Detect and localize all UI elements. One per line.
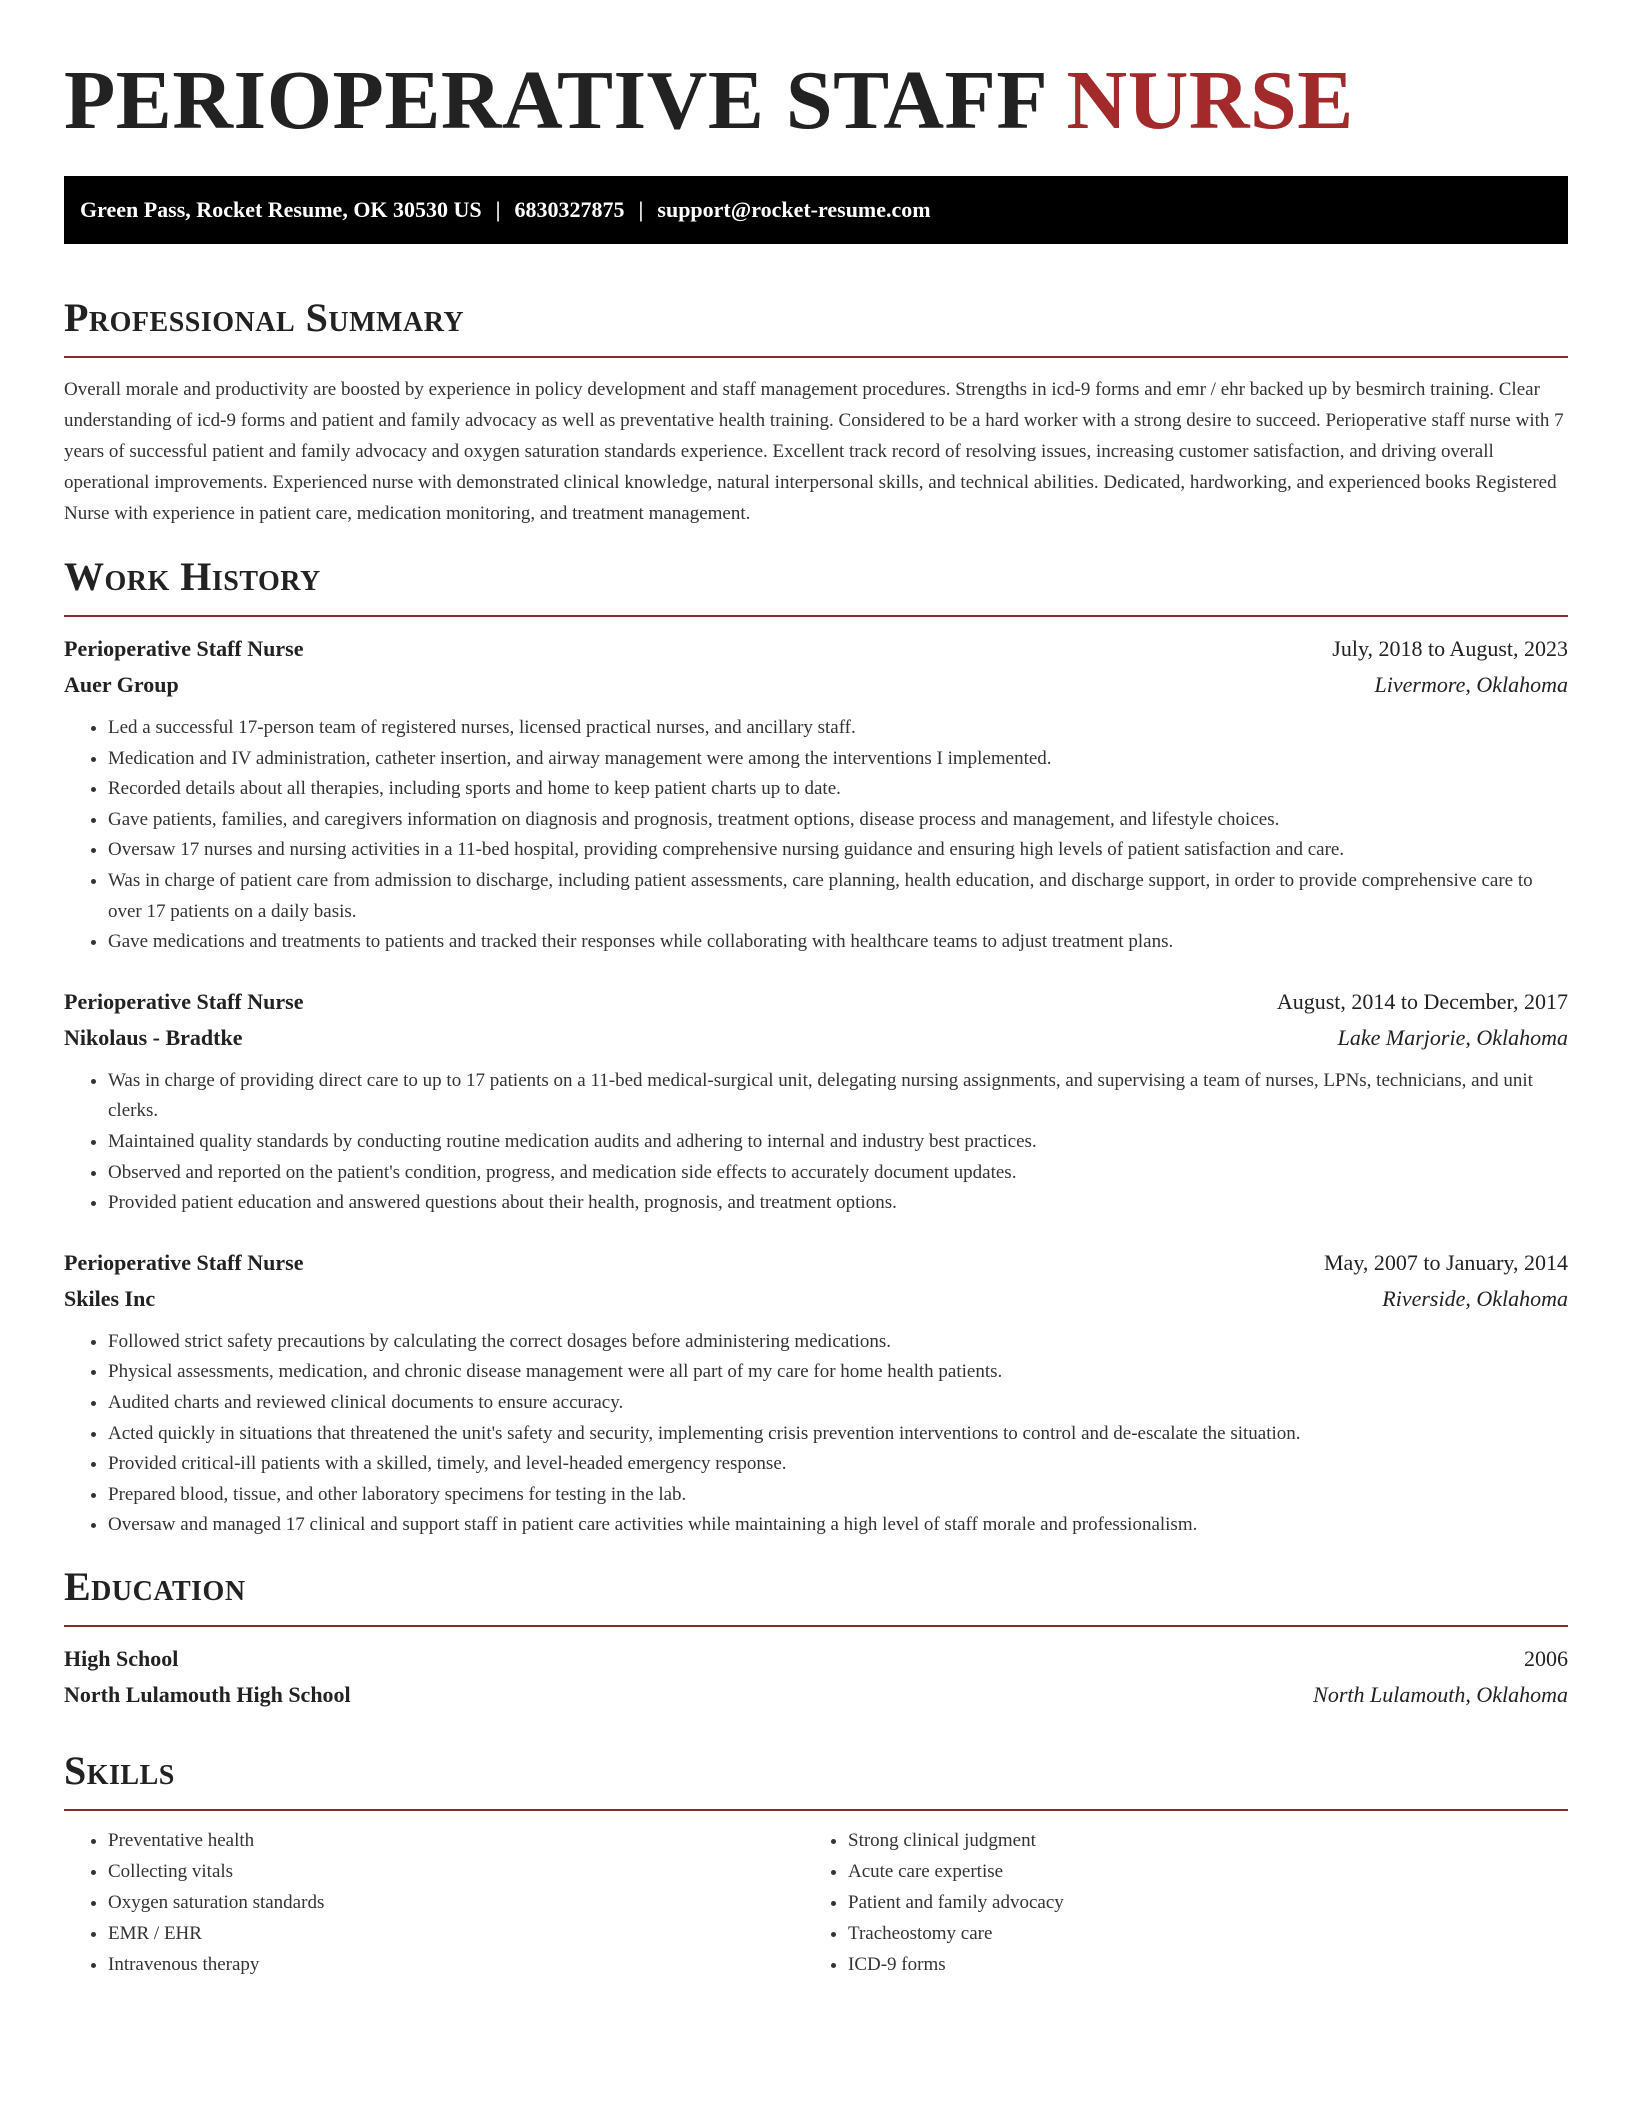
job-subheader <box>64 1281 1568 1317</box>
skills-section <box>64 1747 1568 1980</box>
job-duty: • Physical assessments, medication, and chronic disease management were all part of my care for home health patients. <box>108 1357 1568 1388</box>
title-accent: NURSE <box>1066 54 1354 147</box>
resume-title <box>64 0 1568 150</box>
skills-heading: Skills <box>64 1747 175 1793</box>
job-location: Riverside, Oklahoma <box>1382 1285 1568 1311</box>
skill-item: • Patient and family advocacy <box>848 1887 1544 1918</box>
skill-item: • Preventative health <box>108 1825 804 1856</box>
work-history-section <box>64 553 1568 1541</box>
education-degree: High School <box>64 1645 179 1671</box>
job-title: Perioperative Staff Nurse <box>64 1249 304 1275</box>
contact-separator: | <box>638 197 644 222</box>
job-duty: • Oversaw and managed 17 clinical and support staff in patient care activities while maintaining a high level of staff morale and professionalism. <box>108 1510 1568 1541</box>
summary-text: Overall morale and productivity are boosted by experience in policy development and staff management procedures. Strengths in icd-9 forms and emr / ehr backed up by besmirch training. Clear understanding of icd-9 forms and patient and family advocacy as well as preventative health training. Considered to be a hard worker with a strong desire to succeed. Perioperative staff nurse with 7 years of successful patient and family advocacy and oxygen saturation standards experience. Excellent track record of resolving issues, increasing customer satisfaction, and driving overall operational improvements. Experienced nurse with demonstrated clinical knowledge, natural interpersonal skills, and technical abilities. Dedicated, hardworking, and experienced books Registered Nurse with experience in patient care, medication monitoring, and treatment management. <box>64 379 1564 524</box>
skill-item: • EMR / EHR <box>108 1918 804 1949</box>
job-duty: • Followed strict safety precautions by calculating the correct dosages before administering medications. <box>108 1327 1568 1358</box>
job-company: Skiles Inc <box>64 1285 156 1311</box>
section-divider <box>64 356 1568 358</box>
education-school: North Lulamouth High School <box>64 1681 351 1707</box>
summary-section <box>64 294 1568 529</box>
job-location: Livermore, Oklahoma <box>1374 672 1568 697</box>
contact-address: Green Pass, Rocket Resume, OK 30530 US <box>80 197 482 222</box>
job-duty: • Maintained quality standards by conducting routine medication audits and adhering to internal and industry best practices. <box>108 1127 1568 1158</box>
job-header <box>64 1245 1568 1281</box>
work-history-heading: Work History <box>64 554 321 599</box>
education-heading: Education <box>64 1563 246 1609</box>
contact-phone: 6830327875 <box>514 197 625 222</box>
job-duties <box>64 1327 1568 1541</box>
education-location: North Lulamouth, Oklahoma <box>1313 1681 1568 1707</box>
job-entry <box>64 984 1568 1219</box>
skill-item: • Acute care expertise <box>848 1856 1544 1887</box>
education-year: 2006 <box>1524 1645 1568 1671</box>
education-entry <box>64 1641 1568 1713</box>
job-duty: • Gave patients, families, and caregivers information on diagnosis and prognosis, treatment options, disease process and management, and lifestyle choices. <box>108 805 1568 836</box>
job-company: Auer Group <box>64 672 179 697</box>
skill-item: • ICD-9 forms <box>848 1949 1544 1980</box>
job-entry <box>64 1245 1568 1541</box>
job-title: Perioperative Staff Nurse <box>64 988 304 1014</box>
summary-heading: Professional Summary <box>64 295 465 340</box>
job-duties <box>64 1066 1568 1219</box>
job-header <box>64 984 1568 1020</box>
job-duty: • Audited charts and reviewed clinical documents to ensure accuracy. <box>108 1388 1568 1419</box>
job-dates: August, 2014 to December, 2017 <box>1276 988 1568 1014</box>
contact-bar <box>64 176 1568 244</box>
skill-item: • Strong clinical judgment <box>848 1825 1544 1856</box>
title-main: PERIOPERATIVE STAFF <box>64 54 1046 147</box>
job-duty: • Acted quickly in situations that threatened the unit's safety and security, implementing crisis prevention interventions to control and de-escalate the situation. <box>108 1419 1568 1450</box>
job-duty: • Led a successful 17-person team of registered nurses, licensed practical nurses, and ancillary staff. <box>108 713 1568 744</box>
skill-item: • Oxygen saturation standards <box>108 1887 804 1918</box>
job-dates: July, 2018 to August, 2023 <box>1332 636 1568 661</box>
job-entry <box>64 631 1568 958</box>
skill-item: • Tracheostomy care <box>848 1918 1544 1949</box>
skill-item: • Collecting vitals <box>108 1856 804 1887</box>
job-company: Nikolaus - Bradtke <box>64 1024 243 1050</box>
job-duty: • Gave medications and treatments to patients and tracked their responses while collaborating with healthcare teams to adjust treatment plans. <box>108 927 1568 958</box>
job-duty: • Provided critical-ill patients with a skilled, timely, and level-headed emergency response. <box>108 1449 1568 1480</box>
job-duty: • Recorded details about all therapies, including sports and home to keep patient charts up to date. <box>108 774 1568 805</box>
job-duty: • Prepared blood, tissue, and other laboratory specimens for testing in the lab. <box>108 1480 1568 1511</box>
resume-page <box>64 0 1568 1980</box>
contact-email: support@rocket-resume.com <box>657 197 931 222</box>
section-divider <box>64 1625 1568 1627</box>
education-header <box>64 1641 1568 1677</box>
education-section <box>64 1563 1568 1713</box>
job-duty: • Provided patient education and answered questions about their health, prognosis, and treatment options. <box>108 1188 1568 1219</box>
job-duty: • Medication and IV administration, catheter insertion, and airway management were among the interventions I implemented. <box>108 744 1568 775</box>
job-location: Lake Marjorie, Oklahoma <box>1337 1024 1568 1050</box>
contact-separator: | <box>495 197 501 222</box>
job-header <box>64 631 1568 667</box>
section-divider <box>64 1809 1568 1811</box>
job-duty: • Oversaw 17 nurses and nursing activities in a 11-bed hospital, providing comprehensive nursing guidance and ensuring high levels of patient satisfaction and care. <box>108 835 1568 866</box>
job-duty: • Was in charge of providing direct care to up to 17 patients on a 11-bed medical-surgical unit, delegating nursing assignments, and supervising a team of nurses, LPNs, technicians, and unit clerks. <box>108 1066 1568 1127</box>
skills-list-right <box>804 1825 1544 1980</box>
education-subheader <box>64 1677 1568 1713</box>
section-divider <box>64 615 1568 617</box>
job-title: Perioperative Staff Nurse <box>64 636 304 661</box>
job-subheader <box>64 1020 1568 1056</box>
job-duties <box>64 713 1568 958</box>
job-duty: • Was in charge of patient care from admission to discharge, including patient assessments, care planning, health education, and discharge support, in order to provide comprehensive care to over 17 patients on a daily basis. <box>108 866 1568 927</box>
job-subheader <box>64 667 1568 703</box>
job-duty: • Observed and reported on the patient's condition, progress, and medication side effects to accurately document updates. <box>108 1158 1568 1189</box>
skills-list-left <box>64 1825 804 1980</box>
job-dates: May, 2007 to January, 2014 <box>1324 1249 1568 1275</box>
skill-item: • Intravenous therapy <box>108 1949 804 1980</box>
skills-columns <box>64 1825 1568 1980</box>
